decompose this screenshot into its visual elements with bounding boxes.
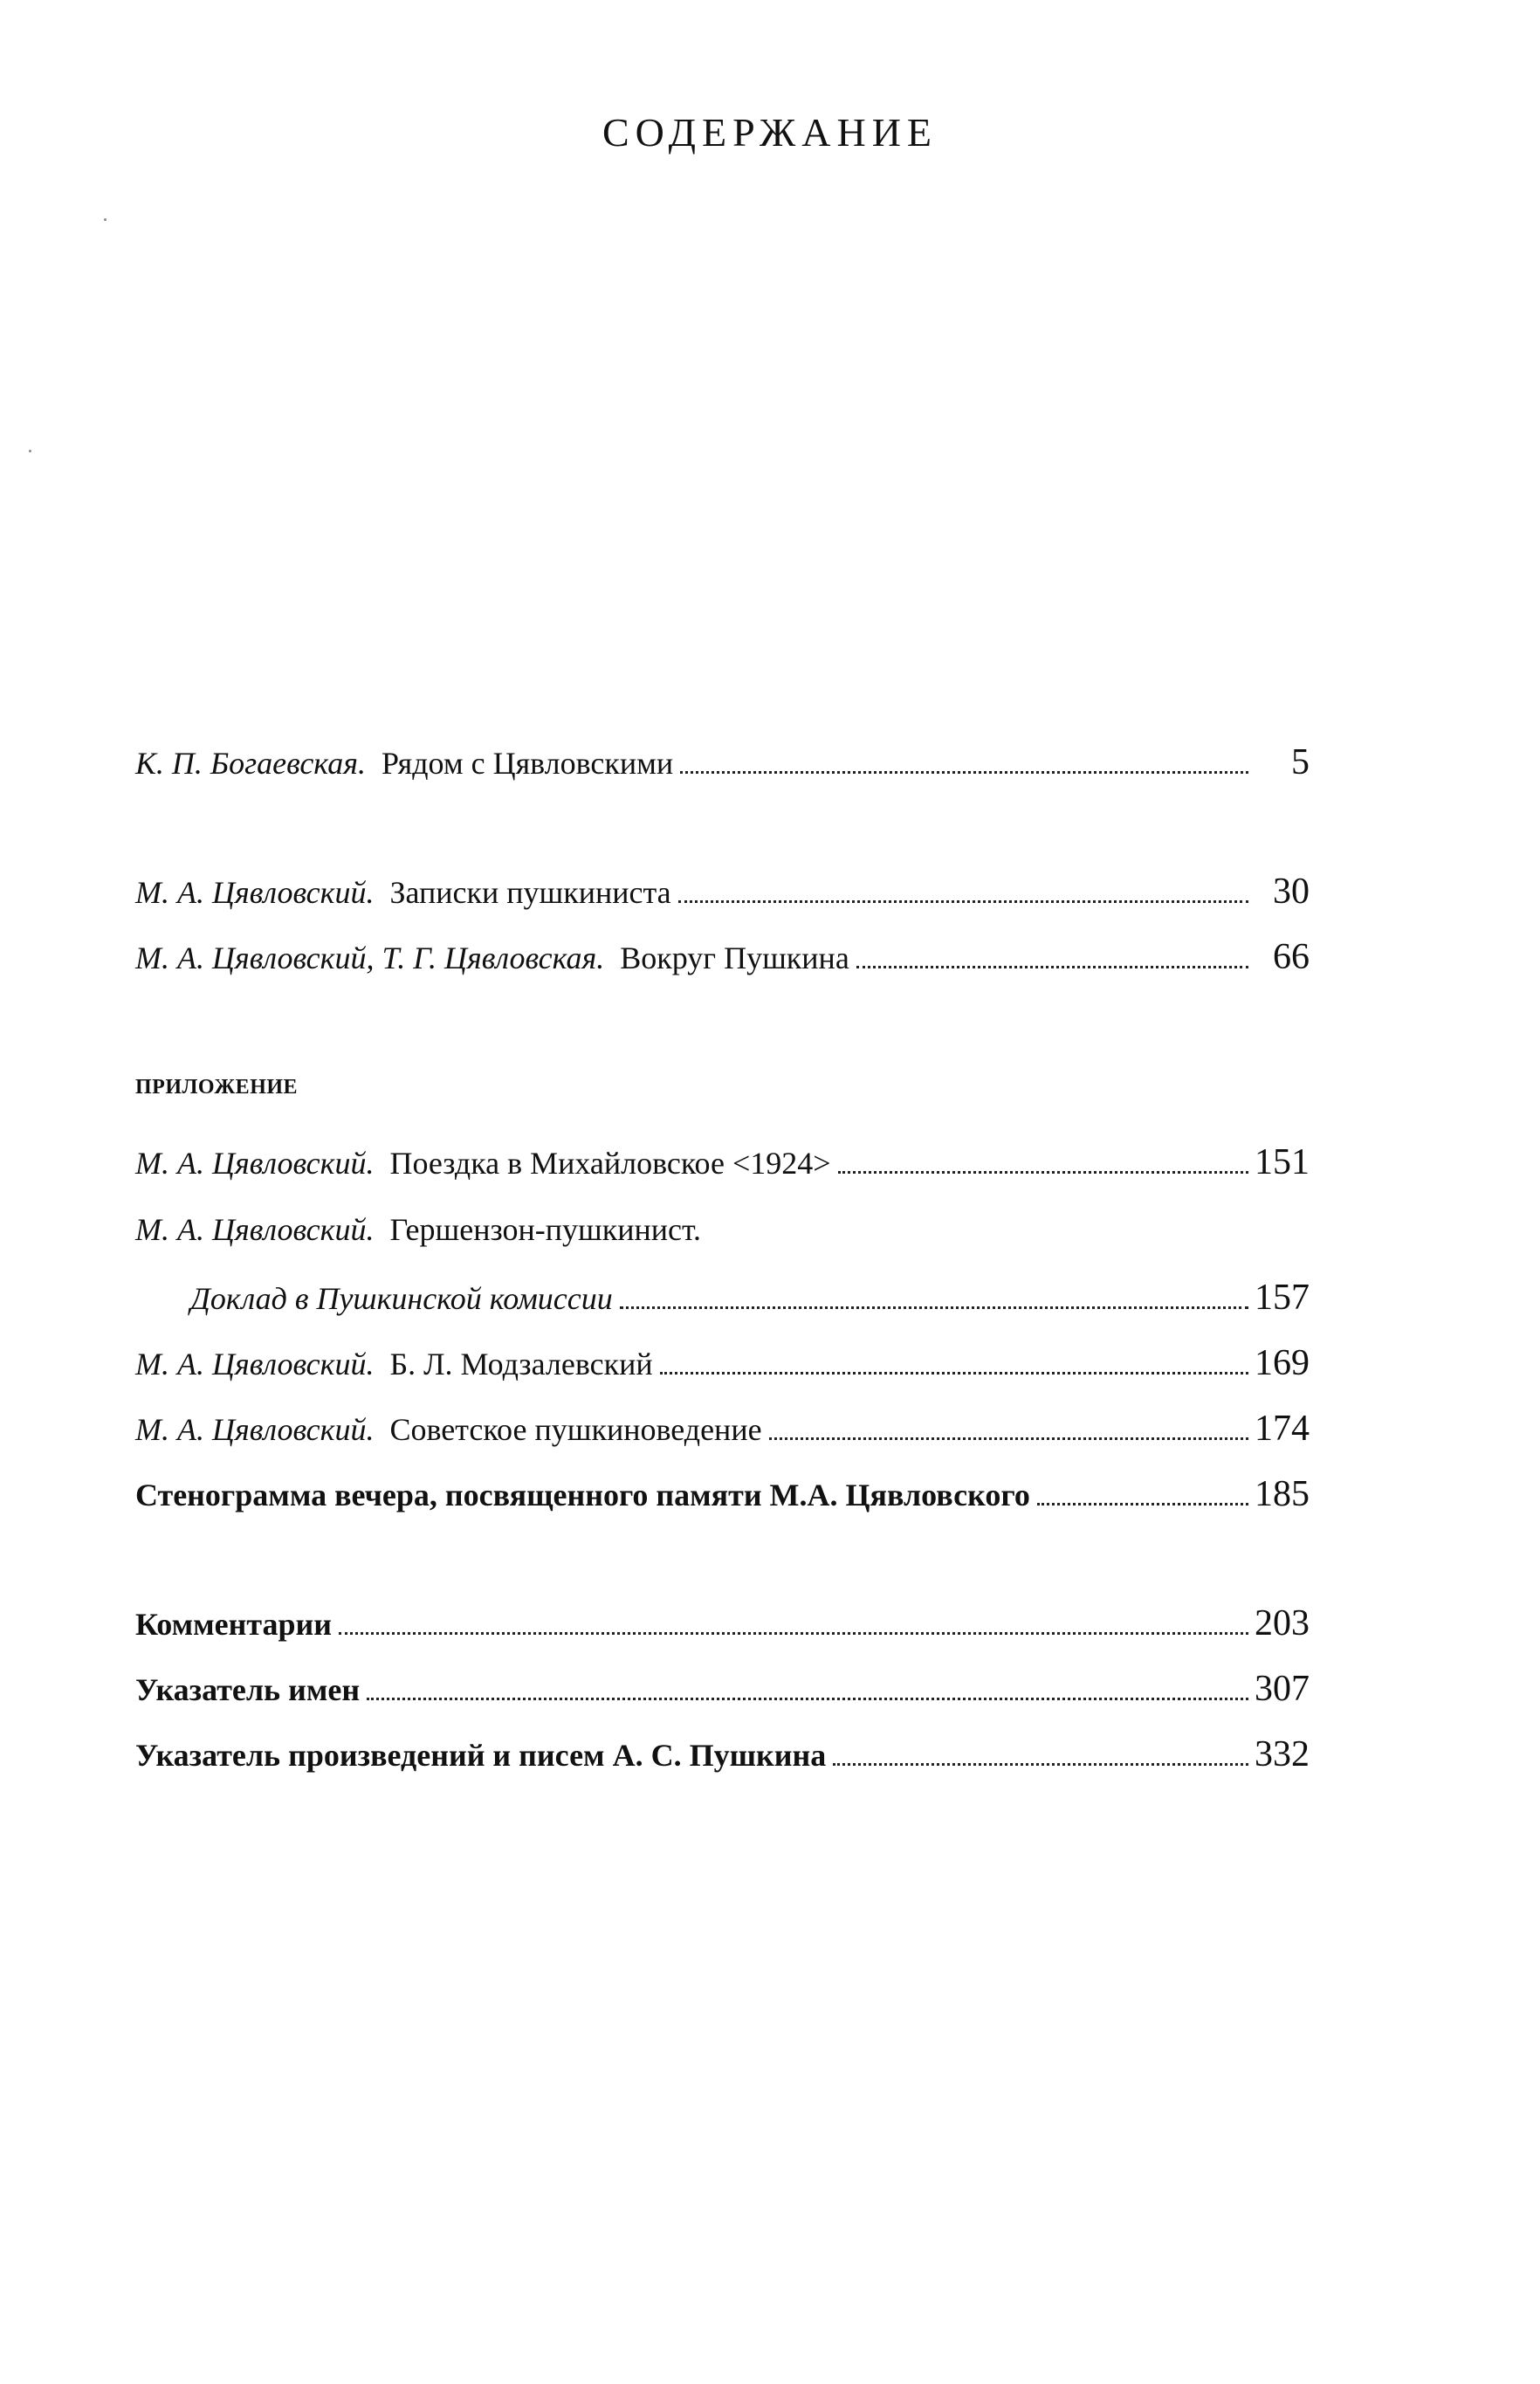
entry-page-number: 157 (1255, 1278, 1310, 1318)
entry-page-number: 151 (1255, 1142, 1310, 1182)
scan-speck (29, 450, 31, 452)
dot-leader (838, 1168, 1248, 1174)
entry-title: Доклад в Пушкинской комиссии (190, 1281, 613, 1316)
toc-entry (135, 873, 1310, 910)
entry-title: Записки пушкиниста (389, 875, 671, 910)
entry-title: Советское пушкиноведение (389, 1412, 762, 1447)
entry-title: Гершензон-пушкинист. (389, 1212, 702, 1247)
entry-page-number: 203 (1255, 1603, 1310, 1643)
dot-leader (769, 1435, 1248, 1440)
dot-leader (678, 898, 1248, 903)
dot-leader (339, 1630, 1248, 1635)
entry-title: Б. Л. Модзалевский (389, 1347, 653, 1381)
entry-author: К. П. Богаевская. (135, 746, 366, 781)
entry-author: М. А. Цявловский. (135, 1146, 375, 1181)
dot-leader (833, 1760, 1248, 1766)
toc-entry-continuation (190, 1279, 1310, 1316)
entry-page-number: 174 (1255, 1409, 1310, 1449)
toc-entry (135, 1410, 1310, 1447)
entry-author: М. А. Цявловский. (135, 1412, 375, 1447)
page-title: СОДЕРЖАНИЕ (602, 110, 938, 155)
entry-page-number: 66 (1273, 937, 1310, 977)
entry-author: М. А. Цявловский. (135, 875, 375, 910)
entry-author: М. А. Цявловский. (135, 1347, 375, 1381)
toc-entry (135, 939, 1310, 975)
entry-page-number: 332 (1255, 1734, 1310, 1774)
dot-leader (367, 1695, 1248, 1700)
entry-page-number: 307 (1255, 1669, 1310, 1709)
dot-leader (620, 1304, 1248, 1309)
entry-title: Стенограмма вечера, посвященного памяти М.А. Цявловского (135, 1478, 1030, 1512)
toc-entry (135, 1736, 1310, 1773)
entry-title: Вокруг Пушкина (620, 941, 849, 975)
entry-page-number: 5 (1291, 742, 1310, 782)
entry-title: Указатель имен (135, 1672, 361, 1707)
dot-leader (1037, 1500, 1248, 1506)
scan-speck (104, 218, 107, 221)
entry-author: М. А. Цявловский, Т. Г. Цявловская. (135, 941, 605, 975)
entry-title: Указатель произведений и писем А. С. Пушкина (135, 1738, 827, 1773)
entry-page-number: 30 (1273, 872, 1310, 912)
entry-page-number: 169 (1255, 1343, 1310, 1383)
entry-title: Комментарии (135, 1607, 333, 1642)
toc-entry (135, 1144, 1310, 1181)
toc-entry (135, 1605, 1310, 1642)
dot-leader (680, 768, 1248, 774)
toc-entry (135, 1671, 1310, 1707)
dot-leader (660, 1369, 1248, 1375)
toc-entry (135, 1214, 1310, 1245)
dot-leader (856, 963, 1248, 968)
entry-title: Поездка в Михайловское <1924> (389, 1146, 831, 1181)
appendix-heading: ПРИЛОЖЕНИЕ (135, 1076, 299, 1099)
toc-entry (135, 1476, 1310, 1512)
toc-entry (135, 744, 1310, 781)
entry-page-number: 185 (1255, 1474, 1310, 1514)
entry-title: Рядом с Цявловскими (381, 746, 674, 781)
entry-author: М. А. Цявловский. (135, 1212, 375, 1247)
toc-entry (135, 1345, 1310, 1381)
